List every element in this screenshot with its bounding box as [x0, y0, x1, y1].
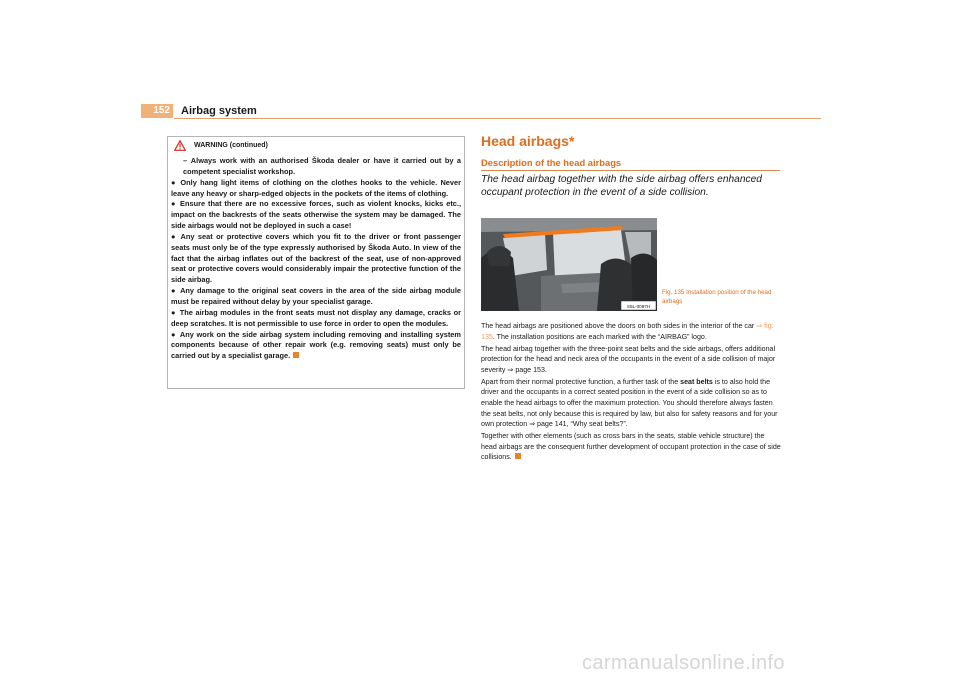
paragraph — [481, 321, 781, 342]
warning-item: – Always work with an authorised Škoda dealer or have it carried out by a competent specialist workshop. — [183, 156, 461, 176]
bold-term: seat belts — [680, 377, 713, 386]
warning-label: WARNING (continued) — [194, 141, 268, 149]
section-title: Airbag system — [181, 105, 257, 117]
warning-box — [167, 136, 465, 389]
footer-watermark: carmanualsonline.info — [582, 652, 785, 674]
figure-code: S5L-0097H — [626, 303, 651, 309]
warning-item: ● Only hang light items of clothing on the clothes hooks to the vehicle. Never leave any heavy or sharp-edged objects in the pockets of the items of clothing. — [171, 177, 461, 198]
end-square-icon — [293, 352, 299, 358]
warning-item: ● Any damage to the original seat covers in the area of the side airbag module must be repaired without delay by your specialist garage. — [171, 286, 461, 306]
intro-text: The head airbag together with the side airbag offers enhanced occupant protection in the event of a side collision. — [481, 174, 762, 199]
main-heading: Head airbags* — [481, 133, 575, 149]
text-span: The head airbags are positioned above the doors on both sides in the interior of the car — [481, 322, 757, 330]
warning-item — [171, 330, 461, 363]
paragraph — [481, 431, 781, 463]
paragraph — [481, 377, 781, 430]
text-span: Apart from their normal protective function, a further task of the — [481, 377, 681, 386]
sub-heading: Description of the head airbags — [481, 157, 622, 168]
paragraph: The head airbag together with the three-point seat belts and the side airbags, offers additional protection for the head and neck area of the occupants in the event of a side collision of major severity ⇒ page 153. — [481, 344, 776, 374]
warning-item: ● The airbag modules in the front seats must not display any damage, cracks or deep scratches. It is not permissible to use force in order to open the modules. — [171, 307, 461, 328]
warning-body — [168, 156, 464, 362]
figure-image — [481, 218, 657, 311]
page-number: 152 — [141, 104, 173, 118]
car-interior-illustration — [481, 218, 657, 311]
end-square-icon — [515, 453, 521, 459]
subheading-divider — [481, 170, 780, 171]
text-span: is to also hold the driver and the occupants in a correct seated position in the event of a side collision so as to enable the head airbags to offer the maximum protection. You should therefore always fasten the seat belts, not only because this is required by law, but also for safety reasons and for your own protection ⇒ page 141, “Why seat belts?”. — [481, 377, 778, 429]
warning-item-text: ● Any work on the side airbag system including removing and installing system components because of other repair work (e.g. removing seats) must only be carried out by a specialist garage. — [171, 329, 461, 361]
text-span: Together with other elements (such as cross bars in the seats, stable vehicle structure) the head airbags are the consequent further development of occupant protection in the case of side collisions. — [481, 432, 781, 462]
warning-header — [174, 138, 268, 152]
warning-item: ● Any seat or protective covers which you fit to the driver or front passenger seats must only be of the type expressly authorised by Škoda Auto. In view of the fact that the airbag inflates out of the backrest of the seat, use of non-approved seat or protective covers would considerably impair the protective function of the side airbag. — [171, 231, 461, 285]
text-span: . The installation positions are each marked with the “AIRBAG” logo. — [492, 332, 707, 341]
figure-reference-link[interactable]: ⇒ fig. 135 — [481, 322, 774, 341]
warning-triangle-icon — [174, 140, 186, 151]
header-divider — [174, 118, 821, 119]
body-text — [481, 321, 781, 464]
figure-caption: Fig. 135 Installation position of the head airbags — [662, 289, 772, 305]
warning-item: ● Ensure that there are no excessive forces, such as violent knocks, kicks etc., impact on the backrests of the seats otherwise the system may be damaged. The side airbags would not be deployed in such a case! — [171, 199, 461, 231]
